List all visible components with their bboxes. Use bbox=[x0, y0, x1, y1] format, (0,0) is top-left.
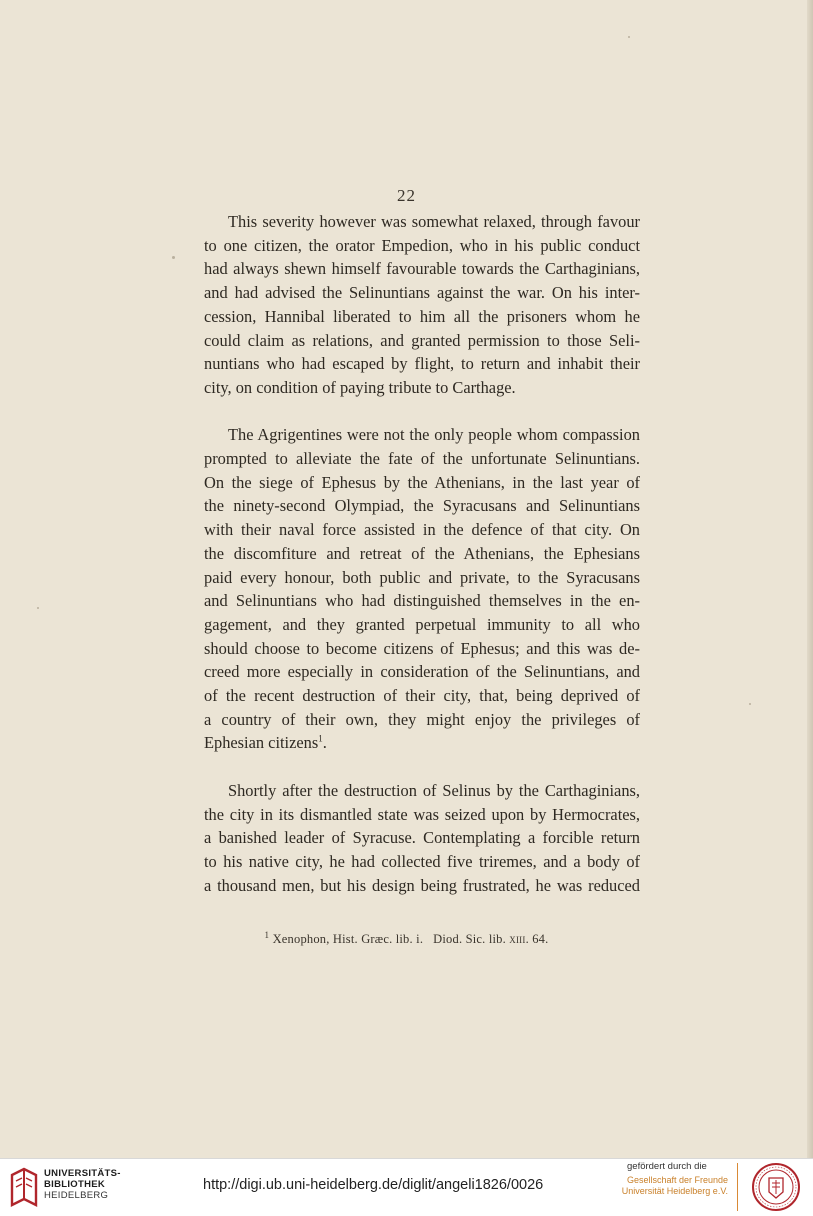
permalink-url[interactable]: http://digi.ub.uni-heidelberg.de/diglit/angeli1826/0026 bbox=[203, 1177, 544, 1193]
library-name[interactable] bbox=[44, 1168, 121, 1201]
text-line: with their naval force assisted in the defence of that city. On bbox=[204, 520, 640, 540]
paper-speck bbox=[37, 607, 39, 609]
text-line: to his native city, he had collected five triremes, and a body of bbox=[204, 851, 640, 871]
text-line: should choose to become citizens of Ephesus; and this was de- bbox=[204, 638, 640, 658]
text-line: On the siege of Ephesus by the Athenians, in the last year of bbox=[204, 472, 640, 492]
university-seal-icon[interactable] bbox=[751, 1162, 801, 1212]
sponsor-name[interactable] bbox=[620, 1175, 728, 1197]
footnote-text: Xenophon, Hist. Græc. lib. i. bbox=[272, 932, 424, 946]
library-name-line: HEIDELBERG bbox=[44, 1190, 109, 1201]
paper-speck bbox=[628, 36, 630, 38]
text-line: The Agrigentines were not the only people whom compassion bbox=[228, 425, 640, 445]
text-line: could claim as relations, and granted permission to those Seli- bbox=[204, 330, 640, 350]
library-name-line: UNIVERSITÄTS- bbox=[44, 1168, 121, 1179]
library-name-line: BIBLIOTHEK bbox=[44, 1179, 106, 1190]
text-line: a country of their own, they might enjoy the privileges of bbox=[204, 709, 640, 729]
text-line: nuntians who had escaped by flight, to return and inhabit their bbox=[204, 354, 640, 374]
paper-speck bbox=[172, 256, 175, 259]
text-line: had always shewn himself favourable towards the Carthaginians, bbox=[204, 259, 640, 279]
text-line: to one citizen, the orator Empedion, who in his public conduct bbox=[204, 235, 640, 255]
text-line: of the recent destruction of their city, that, being deprived of bbox=[204, 686, 640, 706]
paragraph-3 bbox=[204, 779, 640, 898]
body-text bbox=[204, 210, 640, 897]
footnote-reference[interactable]: 1 bbox=[318, 733, 323, 744]
text-line: prompted to alleviate the fate of the unfortunate Selinuntians. bbox=[204, 449, 640, 469]
text-line: paid every honour, both public and private, to the Syracusans bbox=[204, 567, 640, 587]
text-fragment: . bbox=[322, 733, 327, 753]
text-line: a thousand men, but his design being frustrated, he was reduced bbox=[204, 875, 640, 895]
text-line: Shortly after the destruction of Selinus by the Carthaginians, bbox=[228, 780, 640, 800]
text-line: and Selinuntians who had distinguished themselves in the en- bbox=[204, 591, 640, 611]
page-number: 22 bbox=[397, 186, 416, 205]
sponsor-label: gefördert durch die bbox=[627, 1161, 707, 1172]
text-line: and had advised the Selinuntians against the war. On his inter- bbox=[204, 283, 640, 303]
text-line: cession, Hannibal liberated to him all the prisoners whom he bbox=[204, 306, 640, 326]
sponsor-line: Gesellschaft der Freunde bbox=[626, 1175, 728, 1185]
text-line: a banished leader of Syracuse. Contemplating a forcible return bbox=[204, 828, 640, 848]
text-line: This severity however was somewhat relaxed, through favour bbox=[228, 212, 640, 231]
text-line-with-footnote bbox=[204, 731, 640, 755]
footnote-text: Diod. Sic. lib. bbox=[433, 932, 506, 946]
sponsor-divider bbox=[737, 1163, 738, 1211]
page-edge bbox=[807, 0, 813, 1158]
paper-speck bbox=[749, 703, 751, 705]
text-line: the discomfiture and retreat of the Athenians, the Ephesians bbox=[204, 543, 640, 563]
text-line: creed more especially in consideration of the Selinuntians, and bbox=[204, 662, 640, 682]
text-line: city, on condition of paying tribute to Carthage. bbox=[204, 377, 516, 397]
footnote-marker: 1 bbox=[264, 929, 270, 940]
viewer-footer bbox=[0, 1158, 813, 1216]
sponsor-line: Universität Heidelberg e.V. bbox=[621, 1186, 728, 1196]
text-line: gagement, and they granted perpetual immunity to all who bbox=[204, 614, 640, 634]
footnote-text: xiii. 64. bbox=[509, 932, 549, 946]
text-fragment: Ephesian citizens bbox=[204, 733, 319, 753]
footnote bbox=[0, 929, 813, 947]
paragraph-1 bbox=[204, 210, 640, 400]
text-line: the ninety-second Olympiad, the Syracusans and Selinuntians bbox=[204, 496, 640, 516]
text-line: the city in its dismantled state was seized upon by Hermocrates, bbox=[204, 804, 640, 824]
paragraph-2 bbox=[204, 423, 640, 755]
library-book-logo-icon[interactable] bbox=[10, 1167, 38, 1207]
